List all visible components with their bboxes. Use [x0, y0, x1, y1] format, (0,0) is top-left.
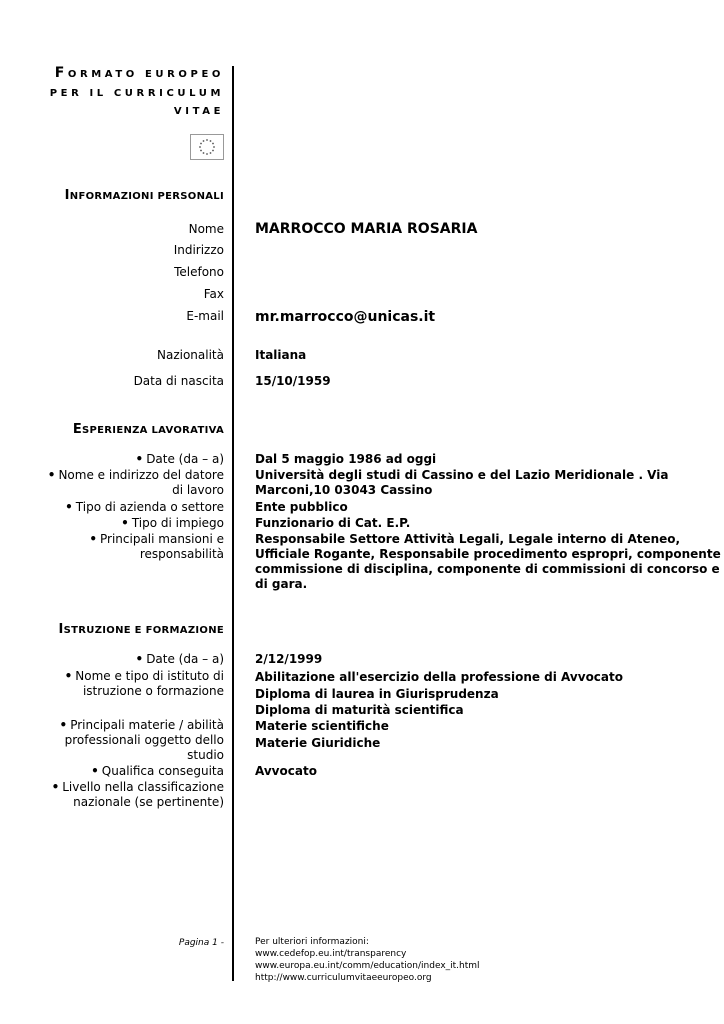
- section-work-experience: ESPERIENZA LAVORATIVA: [72, 422, 224, 437]
- nationality-value: Italiana: [255, 348, 307, 362]
- cv-title-line-3: VITAE: [173, 106, 224, 117]
- edu-institute-value: Abilitazione all'esercizio della professione di Avvocato Diploma di laurea in Giurisprudenza Diploma di maturità scientifica: [255, 670, 623, 717]
- cv-title-line-1: FORMATO EUROPEO: [54, 65, 224, 81]
- phone-label: Telefono: [174, 265, 224, 279]
- edu-qualification-label: • Qualifica conseguita: [91, 764, 224, 778]
- exp-job-label: • Tipo di impiego: [121, 516, 224, 530]
- exp-employer-value: Università degli studi di Cassino e del Lazio Meridionale . Via Marconi,10 03043 Cassino: [255, 468, 669, 497]
- edu-subjects-value: Materie scientifiche Materie Giuridiche: [255, 719, 389, 750]
- exp-duties-value: Responsabile Settore Attività Legali, Legale interno di Ateneo, Ufficiale Rogante, Responsabile procedimento espropri, componente commissione di disciplina, componente di commissioni di concorso e di gara.: [255, 532, 721, 591]
- edu-level-label: • Livello nella classificazione nazionale (se pertinente): [51, 780, 224, 809]
- vertical-divider: [232, 66, 234, 981]
- exp-job-value: Funzionario di Cat. E.P.: [255, 516, 411, 530]
- footer-info: Per ulteriori informazioni: www.cedefop.eu.int/transparency www.europa.eu.int/comm/education/index_it.html http://www.curriculumvitaeeuropeo.org: [255, 937, 480, 983]
- fax-label: Fax: [203, 287, 224, 301]
- edu-qualification-value: Avvocato: [255, 764, 317, 778]
- section-education: ISTRUZIONE E FORMAZIONE: [58, 622, 224, 637]
- page-number: Pagina 1 -: [178, 938, 224, 948]
- exp-dates-value: Dal 5 maggio 1986 ad oggi: [255, 452, 437, 466]
- exp-sector-label: • Tipo di azienda o settore: [65, 500, 224, 514]
- edu-institute-label: • Nome e tipo di istituto di istruzione o formazione: [64, 669, 224, 698]
- name-label: Nome: [188, 222, 224, 236]
- exp-sector-value: Ente pubblico: [255, 500, 348, 514]
- edu-dates-label: • Date (da – a): [135, 652, 224, 666]
- exp-duties-label: • Principali mansioni e responsabilità: [89, 532, 224, 561]
- birth-date-label: Data di nascita: [133, 374, 224, 388]
- exp-dates-label: • Date (da – a): [135, 452, 224, 466]
- birth-date-value: 15/10/1959: [255, 374, 331, 388]
- email-value: mr.marrocco@unicas.it: [255, 309, 436, 325]
- eu-flag-logo: [190, 134, 224, 160]
- address-label: Indirizzo: [173, 243, 224, 257]
- name-value: MARROCCO MARIA ROSARIA: [255, 221, 478, 237]
- eu-stars-icon: [191, 135, 223, 159]
- edu-dates-value: 2/12/1999: [255, 652, 323, 666]
- nationality-label: Nazionalità: [157, 348, 224, 362]
- edu-subjects-label: • Principali materie / abilità professionali oggetto dello studio: [59, 718, 224, 762]
- email-label: E-mail: [186, 309, 224, 323]
- exp-employer-label: • Nome e indirizzo del datore di lavoro: [47, 468, 224, 497]
- section-personal-info: INFORMAZIONI PERSONALI: [64, 188, 224, 203]
- cv-title-line-2: PER IL CURRICULUM: [49, 88, 224, 99]
